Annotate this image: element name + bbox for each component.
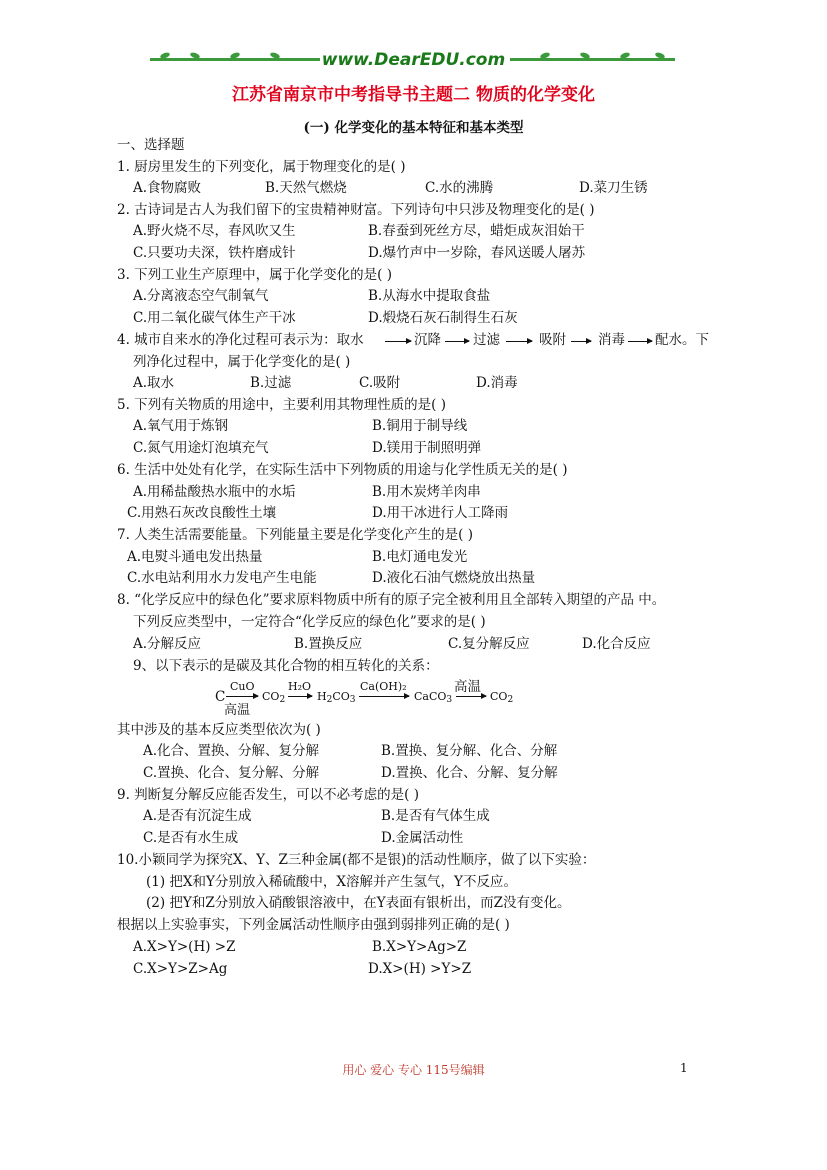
q4-option-b: B.过滤 [250, 375, 292, 391]
q3-option-d: D.煅烧石灰石制得生石灰 [368, 310, 518, 326]
question-9-stem: 9、以下表示的是碳及其化合物的相互转化的关系： [133, 658, 439, 674]
chain-h2co3-h: H [317, 690, 327, 703]
page-footer: 用心 爱心 专心 115号编辑 [342, 1063, 485, 1077]
q8-option-d: D.化合反应 [582, 636, 651, 652]
q1-option-a: A.食物腐败 [133, 180, 202, 196]
q9b-option-d: D.金属活动性 [381, 830, 464, 846]
q8-option-c: C.复分解反应 [448, 636, 530, 652]
q4-option-a: A.取水 [133, 375, 175, 391]
q4-step-5: 配水。下 [655, 332, 709, 348]
q9b-option-a: A.是否有沉淀生成 [143, 808, 252, 824]
q10-option-d: D.X>(H) >Y>Z [368, 961, 472, 977]
chain-co2-b: $CO_2$ [490, 690, 514, 705]
chain-co2-a: $CO_2$ [262, 690, 286, 705]
q4-option-d: D.消毒 [476, 375, 518, 391]
question-10-stem: 10.小颖同学为探究X、Y、Z三种金属(都不是银)的活动性顺序，做了以下实验： [117, 852, 596, 868]
q3-option-b: B.从海水中提取食盐 [368, 288, 491, 304]
question-9b-stem: 9. 判断复分解反应能否发生，可以不必考虑的是( ) [117, 787, 419, 803]
q3-option-a: A.分离液态空气制氧气 [133, 288, 269, 304]
label-h2o: H₂O [288, 680, 312, 693]
q6-option-c: C.用熟石灰改良酸性土壤 [127, 505, 277, 521]
section-subtitle: (一) 化学变化的基本特征和基本类型 [303, 120, 524, 136]
label-cuo: CuO [230, 680, 255, 693]
q4-step-2: 过滤 [473, 332, 500, 348]
chain-co2-b-text: CO [490, 690, 508, 703]
question-9-tail: 其中涉及的基本反应类型依次为( ) [117, 722, 321, 738]
chain-h2co3: $H_2CO_3$ [317, 690, 356, 705]
q5-option-d: D.镁用于制照明弹 [372, 440, 482, 456]
q10-option-c: C.X>Y>Z>Ag [133, 961, 228, 977]
q7-option-b: B.电灯通电发光 [372, 549, 468, 565]
arrow-icon [506, 341, 532, 342]
arrow-icon [226, 696, 258, 697]
q10-experiment-2: (2) 把Y和Z分别放入硝酸银溶液中，在Y表面有银析出，而Z没有变化。 [146, 895, 571, 911]
arrow-icon [628, 341, 652, 342]
q9-option-b: B.置换、复分解、化合、分解 [381, 743, 558, 759]
section-heading: 一、选择题 [117, 137, 185, 153]
question-6-stem: 6. 生活中处处有化学，在实际生活中下列物质的用途与化学性质无关的是( ) [117, 462, 568, 478]
q9b-option-c: C.是否有水生成 [143, 830, 239, 846]
q4-step-1: 沉降 [414, 332, 441, 348]
q4-step-4: 消毒 [598, 332, 625, 348]
q6-option-d: D.用干冰进行人工降雨 [372, 505, 509, 521]
chain-co2-a-text: CO [262, 690, 280, 703]
arrow-icon [385, 341, 411, 342]
question-8-stem: 8. “化学反应中的绿色化”要求原料物质中所有的原子完全被利用且全部转入期望的产品 中。 [117, 592, 666, 608]
label-high-temp-2: 高温 [454, 679, 481, 695]
arrow-icon [288, 696, 312, 697]
q9-option-a: A.化合、置换、分解、复分解 [143, 743, 320, 759]
q9b-option-b: B.是否有气体生成 [381, 808, 490, 824]
q5-option-b: B.铜用于制导线 [372, 418, 468, 434]
q9-option-c: C.置换、化合、复分解、分解 [143, 765, 320, 781]
q2-option-c: C.只要功夫深，铁杵磨成针 [133, 245, 296, 261]
q2-option-a: A.野火烧不尽，春风吹又生 [133, 223, 296, 239]
question-3-stem: 3. 下列工业生产原理中，属于化学变化的是( ) [117, 267, 392, 283]
q8-option-a: A.分解反应 [133, 636, 202, 652]
chain-h2co3-co: CO [332, 690, 350, 703]
arrow-icon [456, 696, 486, 697]
chain-caco3-text: CaCO [414, 690, 447, 703]
question-5-stem: 5. 下列有关物质的用途中，主要利用其物理性质的是( ) [117, 397, 446, 413]
site-logo-text[interactable]: www.DearEDU.com [321, 50, 506, 70]
question-7-stem: 7. 人类生活需要能量。下列能量主要是化学变化产生的是( ) [117, 527, 473, 543]
arrow-icon [445, 341, 469, 342]
q7-option-c: C.水电站利用水力发电产生电能 [127, 570, 317, 586]
q2-option-d: D.爆竹声中一岁除，春风送暖人屠苏 [368, 245, 586, 261]
q8-option-b: B.置换反应 [294, 636, 363, 652]
q10-experiment-1: (1) 把X和Y分别放入稀硫酸中，X溶解并产生氢气，Y不反应。 [146, 874, 517, 890]
q7-option-d: D.液化石油气燃烧放出热量 [372, 570, 536, 586]
q4-step-3: 吸附 [539, 332, 566, 348]
q5-option-a: A.氧气用于炼钢 [133, 418, 229, 434]
page-number: 1 [680, 1061, 688, 1075]
arrow-icon [359, 696, 409, 697]
q6-option-b: B.用木炭烤羊肉串 [372, 484, 481, 500]
page-title: 江苏省南京市中考指导书主题二 物质的化学变化 [232, 85, 595, 105]
q10-option-b: B.X>Y>Ag>Z [372, 939, 467, 955]
chain-c: C [215, 689, 226, 705]
q5-option-c: C.氮气用途灯泡填充气 [133, 440, 269, 456]
q7-option-a: A.电熨斗通电发出热量 [127, 549, 263, 565]
question-8-stem-cont: 下列反应类型中，一定符合“化学反应的绿色化”要求的是( ) [133, 614, 486, 630]
question-1-stem: 1. 厨房里发生的下列变化，属于物理变化的是( ) [117, 159, 406, 175]
arrow-icon [571, 341, 591, 342]
q6-option-a: A.用稀盐酸热水瓶中的水垢 [133, 484, 296, 500]
q1-option-c: C.水的沸腾 [425, 180, 494, 196]
q4-option-c: C.吸附 [359, 375, 401, 391]
question-2-stem: 2. 古诗词是古人为我们留下的宝贵精神财富。下列诗句中只涉及物理变化的是( ) [117, 202, 595, 218]
question-4-stem-cont: 列净化过程中，属于化学变化的是( ) [133, 354, 351, 370]
q9-option-d: D.置换、化合、分解、复分解 [381, 765, 558, 781]
label-caoh2: Ca(OH)₂ [360, 680, 407, 693]
q3-option-c: C.用二氧化碳气体生产干冰 [133, 310, 296, 326]
chain-caco3: CaCO$_3$ [414, 690, 453, 705]
q1-option-d: D.菜刀生锈 [579, 180, 648, 196]
question-4-stem: 4. 城市自来水的净化过程可表示为：取水 [117, 332, 364, 348]
q10-option-a: A.X>Y>(H) >Z [133, 939, 236, 955]
q1-option-b: B.天然气燃烧 [265, 180, 347, 196]
q2-option-b: B.春蚕到死丝方尽，蜡炬成灰泪始干 [368, 223, 585, 239]
label-high-temp: 高温 [224, 703, 251, 718]
question-10-tail: 根据以上实验事实，下列金属活动性顺序由强到弱排列正确的是( ) [117, 917, 510, 933]
